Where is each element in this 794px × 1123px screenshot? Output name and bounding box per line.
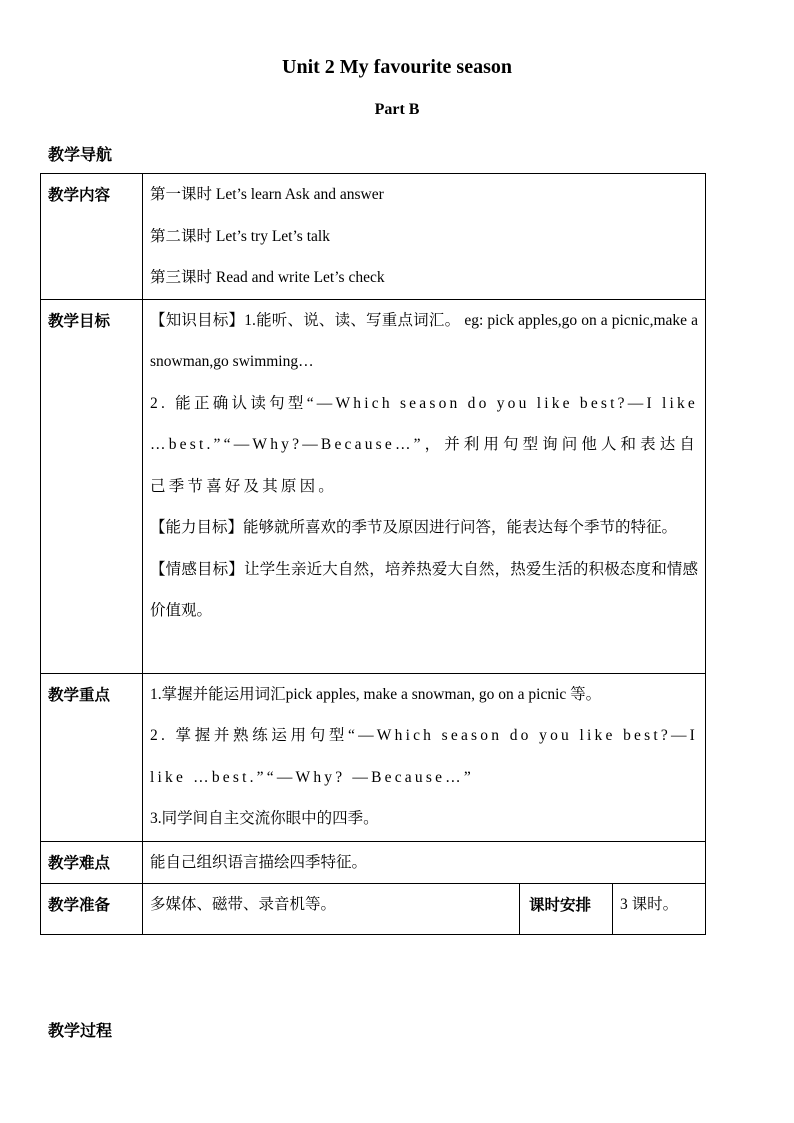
preparation-cell [143, 884, 520, 935]
table-row-preparation [41, 884, 706, 935]
schedule-label: 课时安排 [520, 884, 613, 935]
table-row-key-points [41, 673, 706, 841]
knowledge-objective: 【知识目标】1.能听、说、读、写重点词汇。 eg: pick apples,go on a picnic,make a snowman,go swimming… [150, 311, 699, 370]
row-label-objectives: 教学目标 [41, 299, 143, 673]
emotion-objective: 【情感目标】让学生亲近大自然，培养热爱大自然，热爱生活的积极态度和情感价值观。 [150, 560, 699, 619]
sentence-objective: 2. 能正确认读句型“—Which season do you like best?—I like …best.”“—Why?—Because…”，并利用句型询问他人和表达自己季节喜好及其原因。 [150, 394, 699, 495]
table-row-content [41, 174, 706, 300]
row-label-preparation: 教学准备 [41, 884, 143, 935]
schedule-cell [613, 884, 706, 935]
section-heading-navigation: 教学导航 [48, 145, 113, 164]
row-label-difficulty: 教学难点 [41, 841, 143, 884]
key-point-2: 2. 掌握并熟练运用句型“—Which season do you like best?—I like …best.”“—Why? —Because…” [150, 727, 699, 786]
key-points-cell [143, 673, 706, 841]
preparation-text: 多媒体、磁带、录音机等。 [150, 896, 337, 913]
table-row-objectives [41, 299, 706, 673]
document-subtitle: Part B [374, 101, 420, 118]
lesson-plan-table [40, 173, 706, 935]
ability-objective: 【能力目标】能够就所喜欢的季节及原因进行问答，能表达每个季节的特征。 [150, 519, 678, 536]
objectives-cell [143, 299, 706, 673]
schedule-value: 3 课时。 [620, 896, 679, 913]
content-line-1: 第一课时 Let’s learn Ask and answer [150, 186, 384, 203]
key-point-3: 3.同学间自主交流你眼中的四季。 [150, 810, 379, 827]
content-cell [143, 174, 706, 300]
key-point-1: 1.掌握并能运用词汇pick apples, make a snowman, go on a picnic 等。 [150, 685, 602, 703]
difficulty-text: 能自己组织语言描绘四季特征。 [150, 853, 368, 871]
row-label-key-points: 教学重点 [41, 673, 143, 841]
content-line-2: 第二课时 Let’s try Let’s talk [150, 227, 330, 245]
document-title: Unit 2 My favourite season [282, 56, 512, 78]
difficulty-cell [143, 841, 706, 884]
table-row-difficulty [41, 841, 706, 884]
row-label-content: 教学内容 [41, 174, 143, 300]
section-heading-process: 教学过程 [48, 1021, 113, 1040]
content-line-3: 第三课时 Read and write Let’s check [150, 269, 385, 286]
